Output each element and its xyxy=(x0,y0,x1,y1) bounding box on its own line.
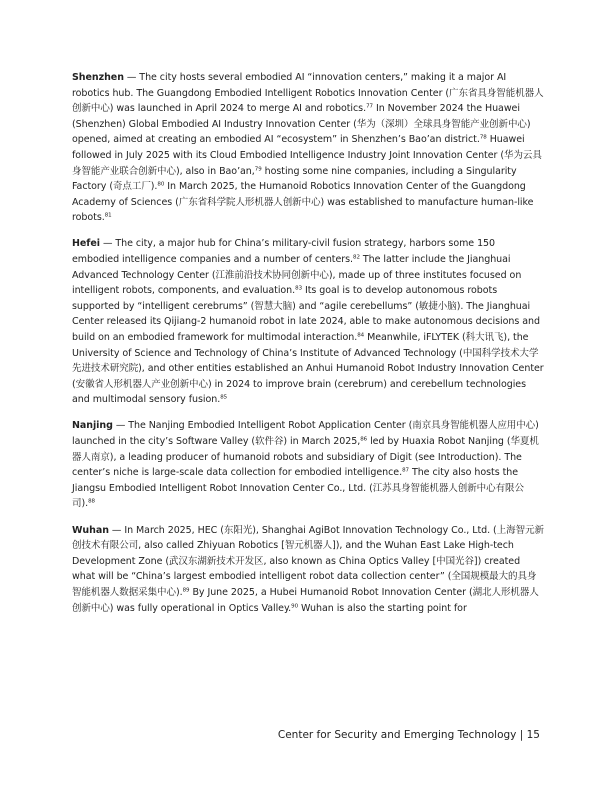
footnote-ref: 84 xyxy=(357,332,365,339)
footnote-ref: 79 xyxy=(254,165,262,172)
paragraph-wuhan xyxy=(72,523,544,617)
paragraph-text: The city also hosts the Jiangsu Embodied Intelligent Robot Innovation Center Co., Ltd. (江苏具身智能机器人创新中心有限公司). xyxy=(72,467,524,510)
footnote-ref: 86 xyxy=(360,436,368,443)
paragraph-text: In March 2025, the Humanoid Robotics Innovation Center of the Guangdong Academy of Sciences (广东省科学院人形机器人创新中心) was established to manufacture human-like robots. xyxy=(72,181,534,224)
footnote-ref: 80 xyxy=(157,181,165,188)
city-heading: Hefei xyxy=(72,238,100,250)
body-content xyxy=(72,70,544,627)
paragraph-text: — In March 2025, HEC (东阳光), Shanghai AgiBot Innovation Technology Co., Ltd. (上海智元新创技术有限公司, also called Zhiyuan Robotics [智元机器人]), and the Wuhan East Lake High-tech Development Zone (武汉东湖新技术开发区, also known as China Optics Valley [中国光谷]) created what will be “China’s largest embodied intelligent robot data collection center” (全国规模最大的具身智能机器人数据采集中心). xyxy=(72,524,544,598)
paragraph-text: — The Nanjing Embodied Intelligent Robot Application Center (南京具身智能机器人应用中心) launched in the city’s Software Valley (软件谷) in March 2025, xyxy=(72,420,539,448)
paragraph-text: — The city, a major hub for China’s military-civil fusion strategy, harbors some 150 embodied intelligence companies and a number of centers. xyxy=(72,238,496,266)
paragraph-nanjing xyxy=(72,418,544,512)
paragraph-text: By June 2025, a Hubei Humanoid Robot Innovation Center (湖北人形机器人创新中心) was fully operational in Optics Valley. xyxy=(72,586,539,614)
city-heading: Shenzhen xyxy=(72,72,124,83)
footer-org: Center for Security and Emerging Technology xyxy=(277,729,517,741)
paragraph-hefei xyxy=(72,236,544,408)
footnote-ref: 85 xyxy=(220,394,228,401)
footnote-ref: 81 xyxy=(104,212,112,219)
paragraph-text: The latter include the Jianghuai Advanced Technology Center (江淮前沿技术协同创新中心), made up of three institutes focused on intelligent robots, components, and evaluation. xyxy=(72,254,522,297)
paragraph-text: — The city hosts several embodied AI “innovation centers,” making it a major AI robotics hub. The Guangdong Embodied Intelligent Robotics Innovation Center (广东省具身智能机器人创新中心) was launched in April 2024 to merge AI and robotics. xyxy=(72,72,544,115)
paragraph-text: Huawei followed in July 2025 with its Cloud Embodied Intelligence Industry Joint Innovation Center (华为云具身智能产业联合创新中心), also in Bao’an, xyxy=(72,134,542,177)
paragraph-text: Meanwhile, iFLYTEK (科大讯飞), the University of Science and Technology of China’s Institute of Advanced Technology (中国科学技术大学先进技术研究院), and other entities established an Anhui Humanoid Robot Industry Innovation Center (安徽省人形机器人产业创新中心) in 2024 to improve brain (cerebrum) and cerebellum technologies and multimodal sensory fusion. xyxy=(72,332,544,406)
footnote-ref: 88 xyxy=(88,498,95,505)
paragraph-text: Wuhan is also the starting point for xyxy=(298,602,467,614)
paragraph-text: hosting some nine companies, including a Singularity Factory (奇点工厂). xyxy=(72,165,517,193)
paragraph-text: led by Huaxia Robot Nanjing (华夏机器人南京), a leading producer of humanoid robots and subsidiary of Digit (see Introduction). The center’s niche is large-scale data collection for embodied intelligence. xyxy=(72,436,539,479)
paragraph-shenzhen xyxy=(72,70,544,226)
footnote-ref: 82 xyxy=(353,254,360,261)
footnote-ref: 83 xyxy=(295,285,303,292)
footnote-ref: 78 xyxy=(479,134,487,141)
footnote-ref: 77 xyxy=(366,103,373,110)
paragraph-text: Its goal is to develop autonomous robots supported by “intelligent cerebrums” (智慧大脑) and “agile cerebellums” (敏捷小脑). The Jianghuai Center released its Qijiang-2 humanoid robot in late 2024, able to make autonomous decisions and build on an embodied framework for multimodal interaction. xyxy=(72,285,540,343)
footer-separator: | xyxy=(519,729,524,741)
page-number: 15 xyxy=(526,729,540,741)
footnote-ref: 87 xyxy=(402,467,409,474)
footnote-ref: 89 xyxy=(182,587,190,594)
paragraph-text: In November 2024 the Huawei (Shenzhen) Global Embodied AI Industry Innovation Center (华为（深圳）全球具身智能产业创新中心) opened, aimed at creating an embodied AI “ecosystem” in Shenzhen’s Bao’an district. xyxy=(72,103,531,146)
page-footer xyxy=(278,729,540,741)
city-heading: Wuhan xyxy=(72,524,109,536)
footnote-ref: 90 xyxy=(291,602,299,609)
city-heading: Nanjing xyxy=(72,420,113,432)
